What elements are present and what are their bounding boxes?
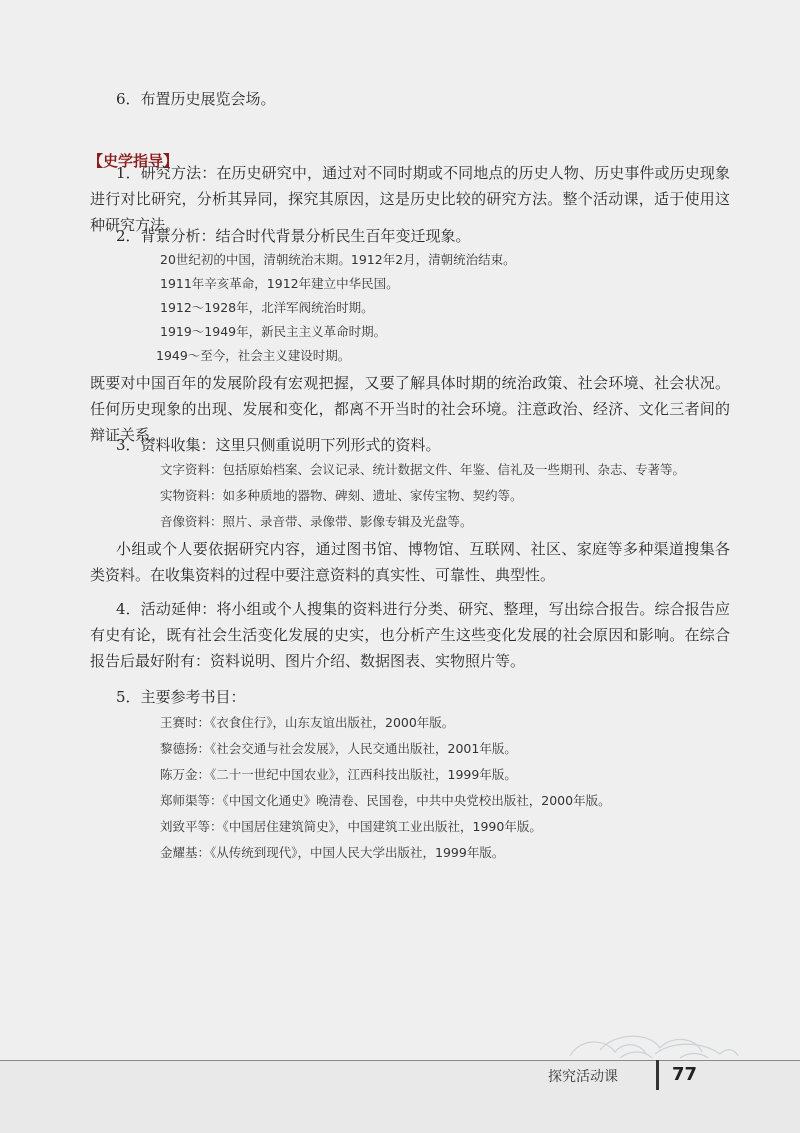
paragraph-research-method: 1．研究方法：在历史研究中，通过对不同时期或不同地点的历史人物、历史事件或历史现象进行对比研究，分析其异同，探究其原因，这是历史比较的研究方法。整个活动课，适于使用这种研究方法。 (90, 164, 730, 234)
footer-separator-bar (656, 1060, 659, 1090)
period-item: 1919～1949年，新民主主义革命时期。 (160, 324, 387, 339)
paragraph-background-title: 2．背景分析：结合时代背景分析民生百年变迁现象。 (116, 227, 471, 245)
footer-divider (0, 1060, 800, 1061)
reference-item: 黎德扬：《社会交通与社会发展》，人民交通出版社，2001年版。 (160, 741, 517, 756)
paragraph-materials-body: 小组或个人要依据研究内容，通过图书馆、博物馆、互联网、社区、家庭等多种渠道搜集各类资料。在收集资料的过程中要注意资料的真实性、可靠性、典型性。 (90, 540, 730, 584)
reference-item: 陈万金：《二十一世纪中国农业》，江西科技出版社，1999年版。 (160, 767, 517, 782)
paragraph-background-body: 既要对中国百年的发展阶段有宏观把握，又要了解具体时期的统治政策、社会环境、社会状况。任何历史现象的出现、发展和变化，都离不开当时的社会环境。注意政治、经济、文化三者间的辩证关系。 (90, 374, 730, 444)
period-item: 1911年辛亥革命，1912年建立中华民国。 (160, 276, 399, 291)
reference-item: 王赛时：《衣食住行》，山东友谊出版社，2000年版。 (160, 715, 455, 730)
paragraph-materials-title: 3．资料收集：这里只侧重说明下列形式的资料。 (116, 436, 441, 454)
period-item: 20世纪初的中国，清朝统治末期。1912年2月，清朝统治结束。 (160, 252, 516, 267)
reference-item: 刘致平等：《中国居住建筑简史》，中国建筑工业出版社，1990年版。 (160, 819, 542, 834)
footer-chapter-label: 探究活动课 (548, 1069, 618, 1085)
reference-item: 郑师渠等：《中国文化通史》晚清卷、民国卷，中共中央党校出版社，2000年版。 (160, 793, 611, 808)
section-heading: 【史学指导】 (88, 152, 179, 170)
material-item: 音像资料：照片、录音带、录像带、影像专辑及光盘等。 (160, 514, 473, 529)
cloud-ornament-icon (560, 1028, 740, 1062)
page-number: 77 (672, 1064, 698, 1085)
paragraph-extension: 4．活动延伸：将小组或个人搜集的资料进行分类、研究、整理，写出综合报告。综合报告应有史有论，既有社会生活变化发展的史实，也分析产生这些变化发展的社会原因和影响。在综合报告后最好附有：资料说明、图片介绍、数据图表、实物照片等。 (90, 600, 730, 670)
paragraph-references-title: 5．主要参考书目： (116, 688, 246, 706)
period-item: 1912～1928年，北洋军阀统治时期。 (160, 300, 374, 315)
item-6: 6．布置历史展览会场。 (116, 90, 276, 108)
material-item: 文字资料：包括原始档案、会议记录、统计数据文件、年鉴、信礼及一些期刊、杂志、专著等。 (160, 462, 686, 477)
reference-item: 金耀基：《从传统到现代》，中国人民大学出版社，1999年版。 (160, 845, 505, 860)
material-item: 实物资料：如多种质地的器物、碑刻、遗址、家传宝物、契约等。 (160, 488, 523, 503)
period-item: 1949～至今，社会主义建设时期。 (156, 348, 351, 363)
